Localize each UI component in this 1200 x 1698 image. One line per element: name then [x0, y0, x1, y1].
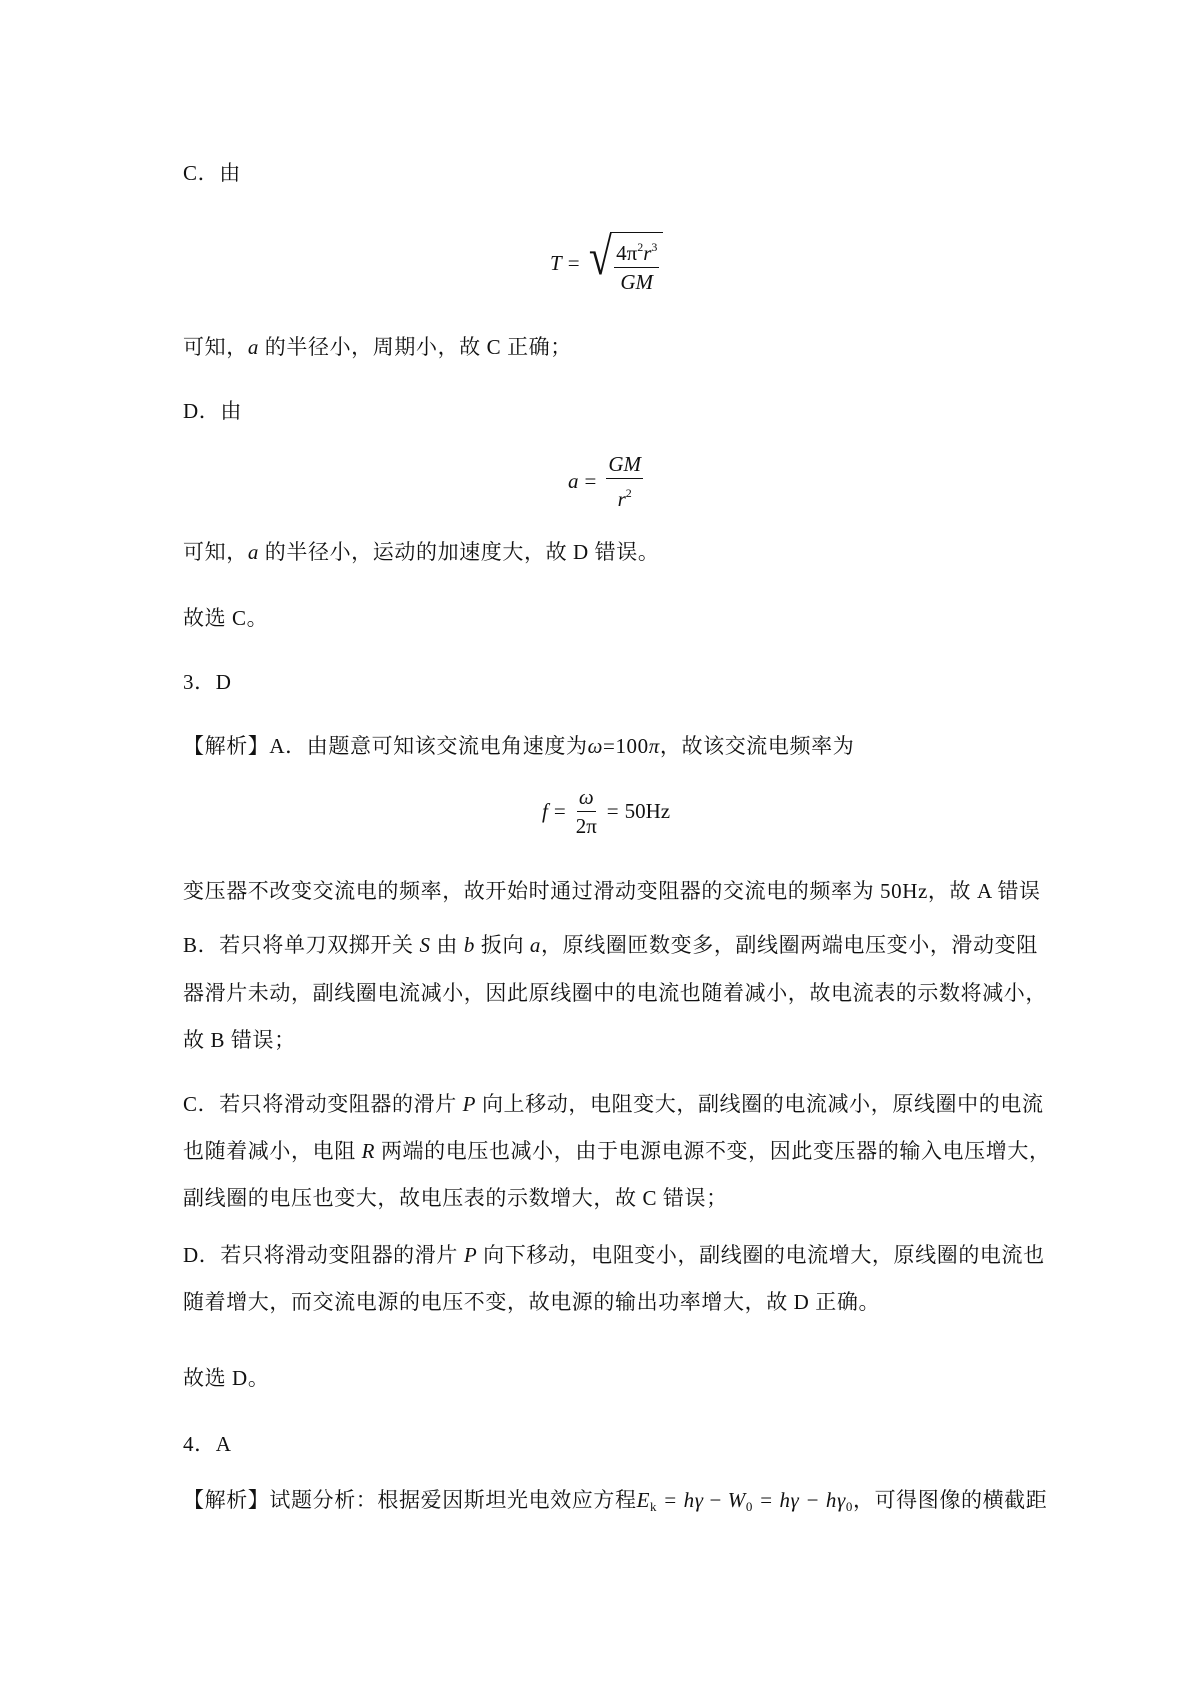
text-segment: 随着增大，而交流电源的电压不变，故电源的输出功率增大，故 D 正确。 [183, 1290, 881, 1314]
text-segment: 器滑片未动，副线圈电流减小，因此原线圈中的电流也随着减小，故电流表的示数将减小， [183, 981, 1047, 1005]
text-segment: 故选 C。 [183, 606, 269, 630]
text-segment: ，故该交流电频率为 [659, 734, 855, 758]
subscript: 0 [745, 1499, 753, 1514]
text-segment: 向下移动，电阻变小，副线圈的电流增大，原线圈的电流也 [477, 1243, 1045, 1267]
text-segment: ，可得图像的横截距 [852, 1488, 1048, 1512]
text-line [183, 538, 659, 566]
formula-rhs: 50Hz [624, 799, 671, 823]
formula-period [550, 229, 663, 294]
formula-lhs: a [568, 469, 579, 493]
text-line [183, 604, 268, 632]
text-line [183, 397, 242, 425]
math-symbol: = h [752, 1488, 791, 1512]
text-segment: C．由 [183, 161, 241, 185]
denominator: 2π [575, 814, 597, 838]
sup: 2 [625, 486, 632, 500]
den-base: r [617, 487, 626, 511]
equals-sign: = [567, 250, 580, 275]
text-segment: − [703, 1488, 728, 1512]
text-segment: 4．A [183, 1432, 232, 1456]
fraction [614, 235, 659, 294]
text-segment: 向上移动，电阻变大，副线圈的电流减小，原线圈中的电流 [476, 1092, 1044, 1116]
math-symbol: P [463, 1243, 478, 1267]
text-segment: 扳向 [475, 933, 530, 957]
equals-sign: = [606, 799, 619, 823]
text-segment: 可知， [183, 335, 248, 359]
numerator: GM [606, 452, 643, 479]
text-line [183, 1137, 1051, 1165]
radicand [610, 232, 663, 294]
equals-sign: = [584, 469, 597, 493]
formula-frequency [542, 785, 670, 838]
sup: 3 [651, 240, 658, 254]
equals-sign: = [553, 799, 566, 823]
text-segment: 也随着减小，电阻 [183, 1139, 362, 1163]
text-line [183, 1486, 1047, 1521]
num-b: r [643, 241, 652, 265]
math-symbol: = h [657, 1488, 695, 1512]
math-symbol: R [361, 1139, 376, 1163]
formula-acceleration [568, 452, 647, 511]
text-line [183, 1430, 231, 1458]
text-segment: C．若只将滑动变阻器的滑片 [183, 1092, 463, 1116]
text-segment: ，原线圈匝数变多，副线圈两端电压变小，滑动变阻 [541, 933, 1038, 957]
math-symbol: − h [799, 1488, 837, 1512]
math-symbol: S [419, 933, 431, 957]
text-line [183, 159, 241, 187]
math-symbol: γ [694, 1488, 704, 1512]
text-line [183, 1288, 880, 1316]
math-symbol: a [247, 540, 259, 564]
radical-sign-icon: √ [588, 229, 612, 286]
text-segment: 的半径小，运动的加速度大，故 D 错误。 [258, 540, 660, 564]
text-line [183, 877, 1041, 905]
math-symbol: γ [790, 1488, 800, 1512]
text-line [183, 1184, 728, 1212]
text-segment: D．若只将滑动变阻器的滑片 [183, 1243, 464, 1267]
subscript: 0 [845, 1499, 853, 1514]
formula-lhs: f [542, 799, 548, 823]
text-segment: 由 [430, 933, 464, 957]
text-segment: 故 B 错误； [183, 1028, 296, 1052]
math-symbol: a [247, 335, 259, 359]
text-segment: 的半径小，周期小，故 C 正确； [258, 335, 572, 359]
text-segment: =100 [603, 734, 649, 758]
text-line [183, 732, 854, 760]
text-segment: 可知， [183, 540, 248, 564]
text-line [183, 668, 231, 696]
text-segment: 变压器不改变交流电的频率，故开始时通过滑动变阻器的交流电的频率为 50Hz，故 A 错误 [183, 879, 1041, 903]
math-symbol: W [727, 1488, 746, 1512]
text-line [183, 931, 1038, 959]
fraction [576, 785, 597, 838]
sup: 2 [637, 240, 644, 254]
math-symbol: E [636, 1488, 651, 1512]
subscript: k [650, 1499, 658, 1514]
text-line [183, 979, 1047, 1007]
math-symbol: γ [837, 1488, 846, 1512]
text-segment: 3．D [183, 670, 232, 694]
text-segment: 副线圈的电压也变大，故电压表的示数增大，故 C 错误； [183, 1186, 728, 1210]
text-segment: D．由 [183, 399, 242, 423]
text-segment: 【解析】A．由题意可知该交流电角速度为 [183, 734, 588, 758]
text-segment: 【解析】试题分析：根据爱因斯坦光电效应方程 [183, 1488, 637, 1512]
text-line [183, 1241, 1045, 1269]
math-symbol: a [529, 933, 542, 957]
square-root [586, 229, 664, 294]
text-line [183, 1090, 1044, 1118]
text-segment: B．若只将单刀双掷开关 [183, 933, 420, 957]
text-segment: 故选 D。 [183, 1366, 270, 1390]
text-line [183, 333, 572, 361]
formula-lhs: T [550, 250, 562, 275]
math-symbol: P [462, 1092, 477, 1116]
denominator [618, 479, 632, 511]
math-symbol: b [463, 933, 475, 957]
text-line [183, 1026, 296, 1054]
fraction [606, 452, 643, 511]
num-a: 4π [616, 241, 638, 265]
math-symbol: ω [587, 734, 604, 758]
math-symbol: π [648, 734, 660, 758]
denominator: GM [620, 270, 654, 294]
text-line [183, 1364, 269, 1392]
numerator [614, 235, 659, 268]
text-segment: 两端的电压也减小，由于电源电源不变，因此变压器的输入电压增大， [375, 1139, 1051, 1163]
numerator: ω [577, 785, 596, 812]
